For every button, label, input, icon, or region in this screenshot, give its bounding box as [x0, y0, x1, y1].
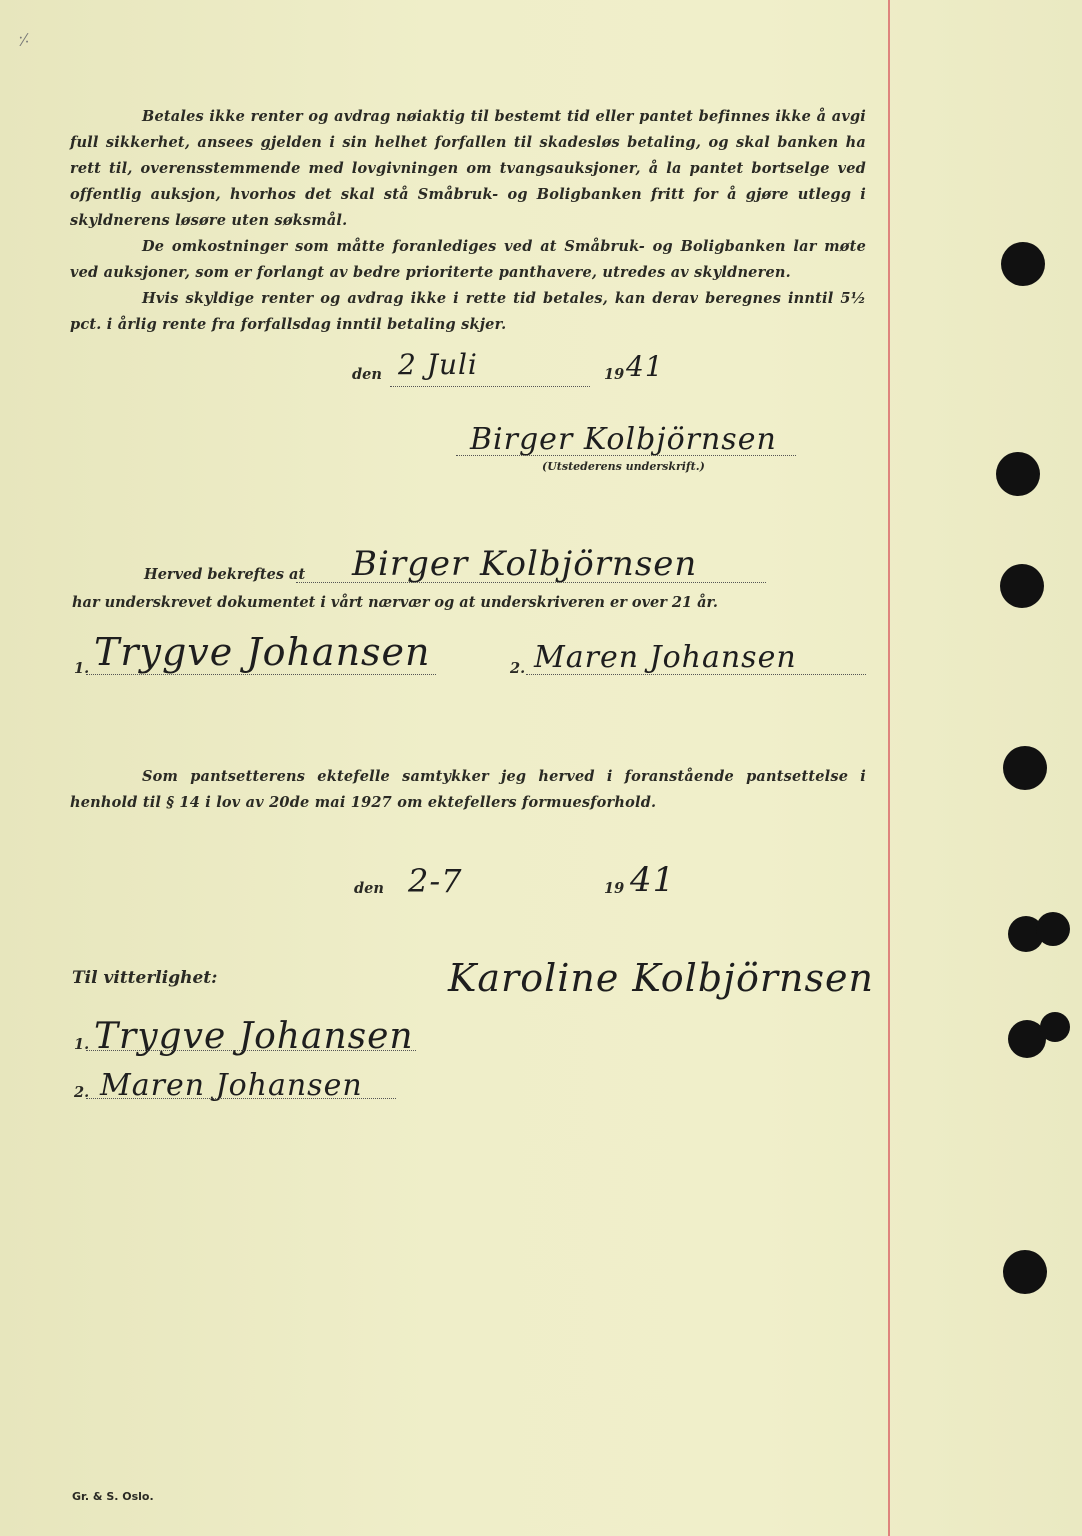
red-margin-line	[888, 0, 890, 1536]
date-2-year-handwritten: 41	[630, 860, 676, 900]
witness-heading: Til vitterlighet:	[72, 968, 218, 988]
punch-hole	[1003, 1250, 1047, 1294]
terms-paragraph-3: Hvis skyldige renter og avdrag ikke i rette tid betales, kan derav beregnes inntil 5½ pct. i årlig rente fra forfallsdag inntil betaling skjer.	[70, 290, 866, 333]
witness-2-number: 2.	[510, 660, 526, 677]
punch-hole	[1001, 242, 1045, 286]
date-dotted-line	[390, 386, 590, 387]
witness-1-number: 1.	[74, 660, 90, 677]
punch-hole	[1036, 912, 1070, 946]
issuer-signature: Birger Kolbjörnsen	[470, 422, 777, 457]
spouse-consent-paragraph: Som pantsetterens ektefelle samtykker jeg herved i foranstående pantsettelse i henhold til § 14 i lov av 20de mai 1927 om ektefellers formuesforhold.	[70, 768, 866, 811]
confirm-dotted-line	[296, 582, 766, 583]
terms-text	[70, 104, 866, 338]
punch-hole	[1003, 746, 1047, 790]
corner-mark: ⸓	[18, 30, 30, 51]
witness-b-1-number: 1.	[74, 1036, 90, 1053]
witness-b-2-signature: Maren Johansen	[100, 1068, 363, 1103]
terms-paragraph-1: Betales ikke renter og avdrag nøiaktig til bestemt tid eller pantet befinnes ikke å avgi full sikkerhet, ansees gjelden i sin helhet forfallen til skadesløs betaling, og skal banken ha rett til, overensstemmende med lovgivningen om tvangsauksjoner, å la pantet bortselge ved offentlig auksjon, hvorhos det skal stå Småbruk- og Boligbanken fritt for å gjøre utlegg i skyldnerens løsøre uten søksmål.	[70, 108, 866, 229]
date-2-year-prefix: 19	[604, 880, 625, 897]
date-day-handwritten: 2 Juli	[398, 348, 478, 381]
witness-b-1-line	[86, 1050, 416, 1051]
confirm-name-handwritten: Birger Kolbjörnsen	[352, 544, 698, 584]
confirm-line-2: har underskrevet dokumentet i vårt nærvær og at underskriveren er over 21 år.	[72, 594, 718, 611]
date-2-day-handwritten: 2-7	[408, 862, 463, 900]
date-prefix: den	[352, 366, 382, 383]
spouse-consent-text	[70, 764, 866, 816]
spouse-signature: Karoline Kolbjörnsen	[448, 956, 874, 1000]
punch-hole	[996, 452, 1040, 496]
witness-2-signature: Maren Johansen	[534, 640, 797, 675]
witness-2-line	[526, 674, 866, 675]
punch-hole	[1000, 564, 1044, 608]
terms-paragraph-2: De omkostninger som måtte foranlediges ved at Småbruk- og Boligbanken lar møte ved auksjoner, som er forlangt av bedre prioriterte panthavere, utredes av skyldneren.	[70, 238, 866, 281]
issuer-caption: (Utstederens underskrift.)	[542, 460, 705, 473]
signature-line	[456, 455, 796, 456]
printer-footer: Gr. & S. Oslo.	[72, 1490, 154, 1503]
date-year-prefix: 19	[604, 366, 625, 383]
witness-b-2-line	[86, 1098, 396, 1099]
date-2-prefix: den	[354, 880, 384, 897]
witness-1-line	[86, 674, 436, 675]
date-year-handwritten: 41	[626, 350, 664, 383]
confirm-prefix: Herved bekreftes at	[144, 566, 306, 583]
witness-b-2-number: 2.	[74, 1084, 90, 1101]
witness-1-signature: Trygve Johansen	[94, 630, 431, 674]
witness-b-1-signature: Trygve Johansen	[94, 1016, 414, 1057]
punch-hole	[1040, 1012, 1070, 1042]
